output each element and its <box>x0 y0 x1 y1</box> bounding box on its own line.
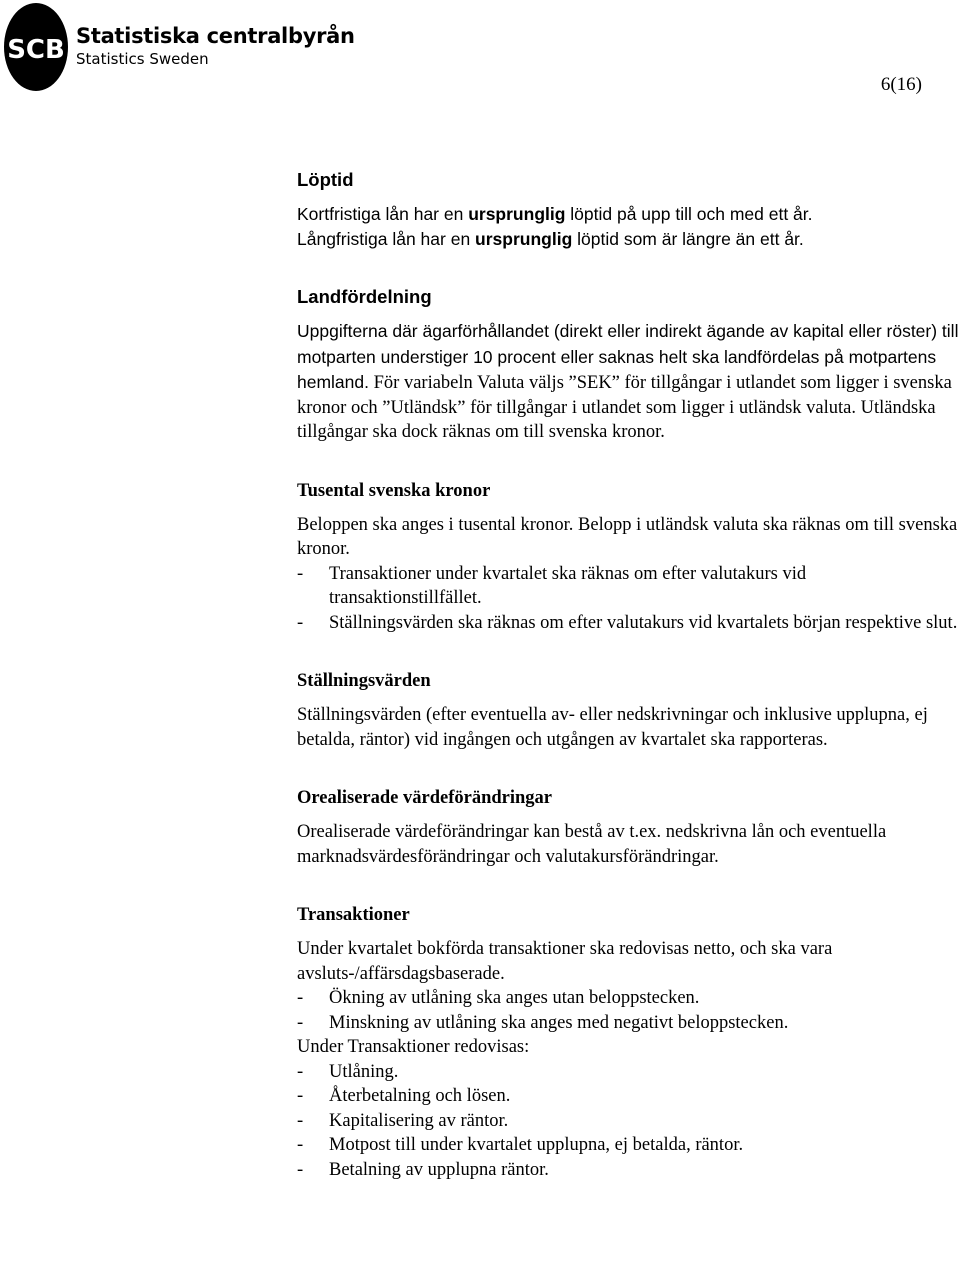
document-body <box>297 168 960 1216</box>
dash-list <box>297 986 960 1035</box>
section-loptid <box>297 168 960 251</box>
text: För variabeln Valuta väljs ”SEK” för tillgångar i utlandet som ligger i svenska kronor och ”Utländsk” för tillgångar i utlandet som ligger i utländsk valuta. Utländska tillgångar ska dock räknas om till svenska kronor. <box>297 373 952 442</box>
paragraph <box>297 319 960 445</box>
paragraph: Orealiserade värdeförändringar kan bestå av t.ex. nedskrivna lån och eventuella marknadsvärdesförändringar och valutakursförändringar. <box>297 822 887 867</box>
text: Kortfristiga lån har en <box>297 204 469 224</box>
list-item: - Betalning av upplupna räntor. <box>297 1158 960 1183</box>
section-heading: Tusental svenska kronor <box>297 480 491 501</box>
section-orealiserade <box>297 786 960 869</box>
section-transaktioner <box>297 903 960 1182</box>
dash-list <box>297 562 960 636</box>
org-name-en: Statistics Sweden <box>76 50 209 68</box>
scb-logo <box>4 2 364 94</box>
section-tusental <box>297 479 960 636</box>
list-item: - Motpost till under kvartalet upplupna, ej betalda, räntor. <box>297 1133 960 1158</box>
paragraph: Under kvartalet bokförda transaktioner ska redovisas netto, och ska vara avsluts-/affärsdagsbaserade. <box>297 939 833 984</box>
list-item: - Utlåning. <box>297 1060 960 1085</box>
bold-text: ursprunglig <box>475 228 573 249</box>
text: löptid på upp till och med ett år. <box>565 204 813 224</box>
section-heading: Löptid <box>297 169 354 190</box>
text: Långfristiga lån har en <box>297 228 476 249</box>
list-item: - Transaktioner under kvartalet ska räknas om efter valutakurs vid transaktionstillfället. <box>297 562 960 611</box>
section-landfordelning <box>297 285 960 445</box>
scb-logo-mark <box>4 2 72 92</box>
section-heading: Transaktioner <box>297 905 410 925</box>
list-item: - Ställningsvärden ska räknas om efter valutakurs vid kvartalets början respektive slut. <box>297 611 960 636</box>
list-item: - Kapitalisering av räntor. <box>297 1109 960 1134</box>
section-heading: Orealiserade värdeförändringar <box>297 788 553 808</box>
logo-mark-text: SCB <box>7 35 65 65</box>
page-number: 6(16) <box>880 74 922 95</box>
paragraph: Ställningsvärden (efter eventuella av- eller nedskrivningar och inklusive upplupna, ej betalda, räntor) vid ingången och utgången av kvartalet ska rapporteras. <box>297 705 928 750</box>
paragraph: Beloppen ska anges i tusental kronor. Belopp i utländsk valuta ska räknas om till svenska kronor. <box>297 514 958 559</box>
section-heading: Ställningsvärden <box>297 671 431 691</box>
list-item: - Minskning av utlåning ska anges med negativt beloppstecken. <box>297 1011 960 1036</box>
paragraph: Under Transaktioner redovisas: <box>297 1037 530 1057</box>
text: Uppgifterna där ägarförhållandet (direkt eller indirekt ägande av kapital eller röster) till motparten understiger 10 procent eller saknas helt ska landfördelas på motpartens hemland. <box>297 321 959 392</box>
bold-text: ursprunglig <box>468 204 566 224</box>
list-item: - Ökning av utlåning ska anges utan beloppstecken. <box>297 986 960 1011</box>
section-heading: Landfördelning <box>297 286 432 307</box>
paragraph <box>297 202 960 251</box>
list-item: - Återbetalning och lösen. <box>297 1084 960 1109</box>
dash-list <box>297 1060 960 1183</box>
org-name: Statistiska centralbyrån <box>76 24 355 48</box>
section-stallningsvarden <box>297 669 960 752</box>
text: löptid som är längre än ett år. <box>572 228 804 249</box>
